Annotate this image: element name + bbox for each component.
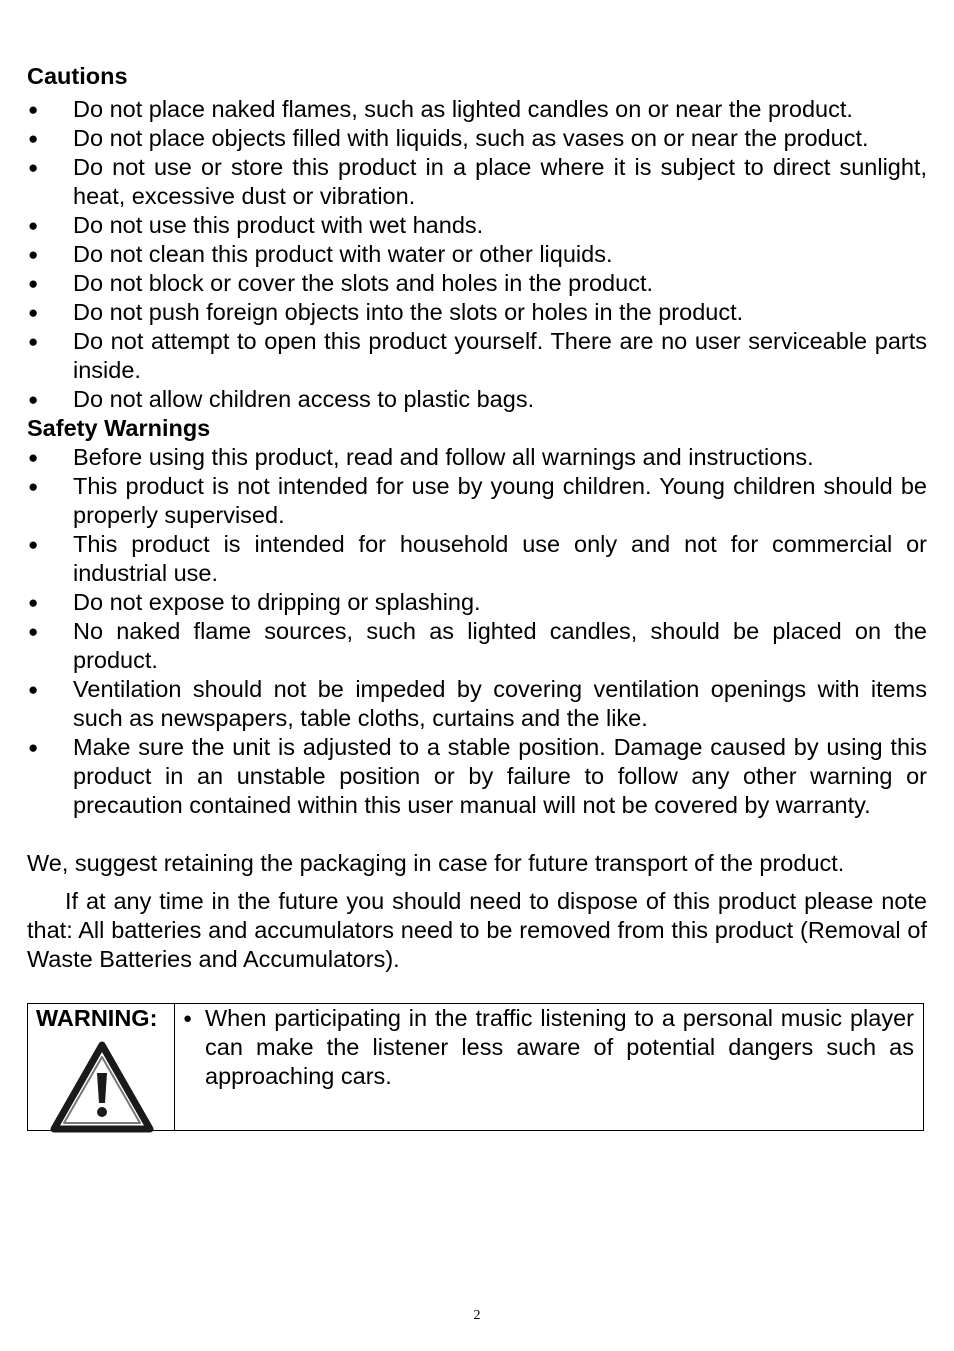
safety-warnings-list [27, 443, 927, 820]
list-item: ● Do not use this product with wet hands. [27, 211, 927, 240]
list-item: ● Ventilation should not be impeded by covering ventilation openings with items such as newspapers, table cloths, curtains and the like. [27, 675, 927, 733]
list-item: ● Do not clean this product with water or other liquids. [27, 240, 927, 269]
cautions-list [27, 95, 927, 414]
cautions-heading: Cautions [27, 63, 128, 89]
list-item: ● Do not push foreign objects into the slots or holes in the product. [27, 298, 927, 327]
list-item: ● Do not attempt to open this product yourself. There are no user serviceable parts inside. [27, 327, 927, 385]
safety-warnings-heading: Safety Warnings [27, 415, 211, 441]
list-item: ● Do not place naked flames, such as lighted candles on or near the product. [27, 95, 927, 124]
list-item: ● This product is not intended for use by young children. Young children should be properly supervised. [27, 472, 927, 530]
list-item: ● Make sure the unit is adjusted to a stable position. Damage caused by using this product in an unstable position or by failure to follow any other warning or precaution contained within this user manual will not be covered by warranty. [27, 733, 927, 820]
manual-page [27, 62, 927, 1131]
list-item: ● This product is intended for household use only and not for commercial or industrial use. [27, 530, 927, 588]
disposal-note: If at any time in the future you should need to dispose of this product please note that: All batteries and accumulators need to be removed from this product (Removal of Waste Batteries and Accumulators). [27, 888, 927, 972]
warning-text-cell [175, 1004, 923, 1130]
list-item: ● No naked flame sources, such as lighted candles, should be placed on the product. [27, 617, 927, 675]
list-item: ● Do not use or store this product in a place where it is subject to direct sunlight, heat, excessive dust or vibration. [27, 153, 927, 211]
list-item: ● When participating in the traffic listening to a personal music player can make the listener less aware of potential dangers such as approaching cars. [183, 1004, 914, 1091]
warning-label: WARNING: [36, 1005, 158, 1031]
list-item: ● Do not block or cover the slots and holes in the product. [27, 269, 927, 298]
warning-triangle-icon [50, 1041, 154, 1133]
warning-label-cell [28, 1004, 175, 1130]
list-item: ● Before using this product, read and follow all warnings and instructions. [27, 443, 927, 472]
list-item: ● Do not place objects filled with liquids, such as vases on or near the product. [27, 124, 927, 153]
page-number: 2 [473, 1308, 481, 1323]
list-item: ● Do not allow children access to plastic bags. [27, 385, 927, 414]
list-item: ● Do not expose to dripping or splashing. [27, 588, 927, 617]
packaging-note: We, suggest retaining the packaging in case for future transport of the product. [27, 850, 845, 876]
warning-box [27, 1003, 924, 1131]
warning-list [183, 1004, 914, 1091]
